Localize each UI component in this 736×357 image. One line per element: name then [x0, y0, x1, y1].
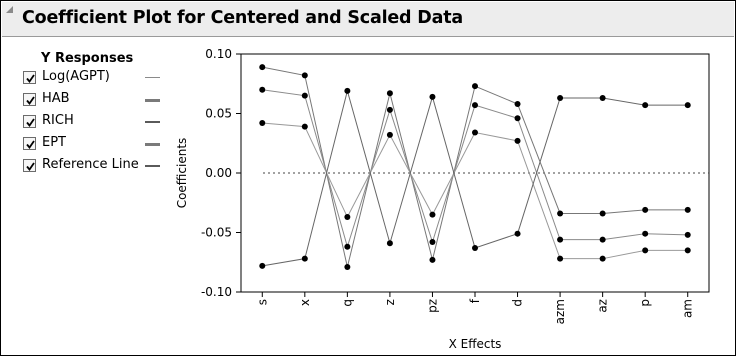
data-point	[642, 207, 648, 213]
legend-label: HAB	[42, 91, 70, 106]
x-tick-label: z	[382, 299, 397, 306]
y-tick-label: 0.10	[205, 47, 232, 61]
data-point	[557, 256, 563, 262]
data-point	[387, 107, 393, 113]
data-point	[472, 130, 478, 136]
x-tick-label: pz	[425, 299, 440, 313]
x-tick-label: s	[255, 299, 270, 306]
legend-label: Log(AGPT)	[42, 69, 110, 84]
x-tick-label: x	[297, 299, 312, 307]
data-point	[685, 102, 691, 108]
x-tick-label: f	[468, 299, 482, 304]
x-tick-label: q	[340, 299, 355, 307]
data-point	[472, 102, 478, 108]
legend-label: EPT	[42, 135, 66, 150]
y-tick-label: 0.05	[205, 106, 232, 121]
data-point	[685, 247, 691, 253]
panel-title: Coefficient Plot for Centered and Scaled Data	[22, 8, 463, 28]
data-point	[515, 115, 521, 121]
data-point	[429, 212, 435, 218]
data-point	[302, 124, 308, 130]
y-tick-label: 0.00	[205, 166, 232, 180]
data-point	[642, 231, 648, 237]
data-point	[344, 264, 350, 270]
data-point	[259, 120, 265, 126]
x-axis-title: X Effects	[448, 337, 502, 351]
data-point	[685, 207, 691, 213]
data-point	[302, 93, 308, 99]
data-point	[429, 94, 435, 100]
x-tick-label: p	[638, 299, 653, 307]
data-point	[302, 256, 308, 262]
data-point	[259, 87, 265, 93]
data-point	[387, 132, 393, 138]
legend-label: RICH	[42, 113, 74, 128]
x-tick-label: az	[595, 299, 610, 313]
data-point	[429, 239, 435, 245]
x-tick-label: am	[680, 299, 695, 319]
legend-title: Y Responses	[41, 51, 134, 66]
data-point	[515, 231, 521, 237]
data-point	[387, 90, 393, 96]
y-axis-title: Coefficients	[175, 137, 189, 209]
coefficient-chart	[1, 1, 736, 357]
data-point	[600, 256, 606, 262]
x-tick-label: d	[510, 299, 525, 307]
y-tick-label: -0.05	[200, 225, 232, 240]
data-point	[259, 64, 265, 70]
data-point	[600, 237, 606, 243]
data-point	[472, 83, 478, 89]
data-point	[429, 257, 435, 263]
data-point	[557, 95, 563, 101]
data-point	[685, 232, 691, 238]
data-point	[557, 210, 563, 216]
data-point	[642, 102, 648, 108]
data-point	[302, 72, 308, 78]
data-point	[344, 88, 350, 94]
data-point	[600, 95, 606, 101]
data-point	[344, 244, 350, 250]
data-point	[259, 263, 265, 269]
x-tick-label: azm	[553, 299, 568, 325]
legend-label: Reference Line	[42, 157, 139, 172]
y-tick-label: -0.10	[200, 285, 232, 299]
data-point	[642, 247, 648, 253]
data-point	[515, 101, 521, 107]
data-point	[472, 245, 478, 251]
data-point	[557, 237, 563, 243]
data-point	[600, 210, 606, 216]
data-point	[387, 240, 393, 246]
data-point	[344, 214, 350, 220]
data-point	[515, 138, 521, 144]
